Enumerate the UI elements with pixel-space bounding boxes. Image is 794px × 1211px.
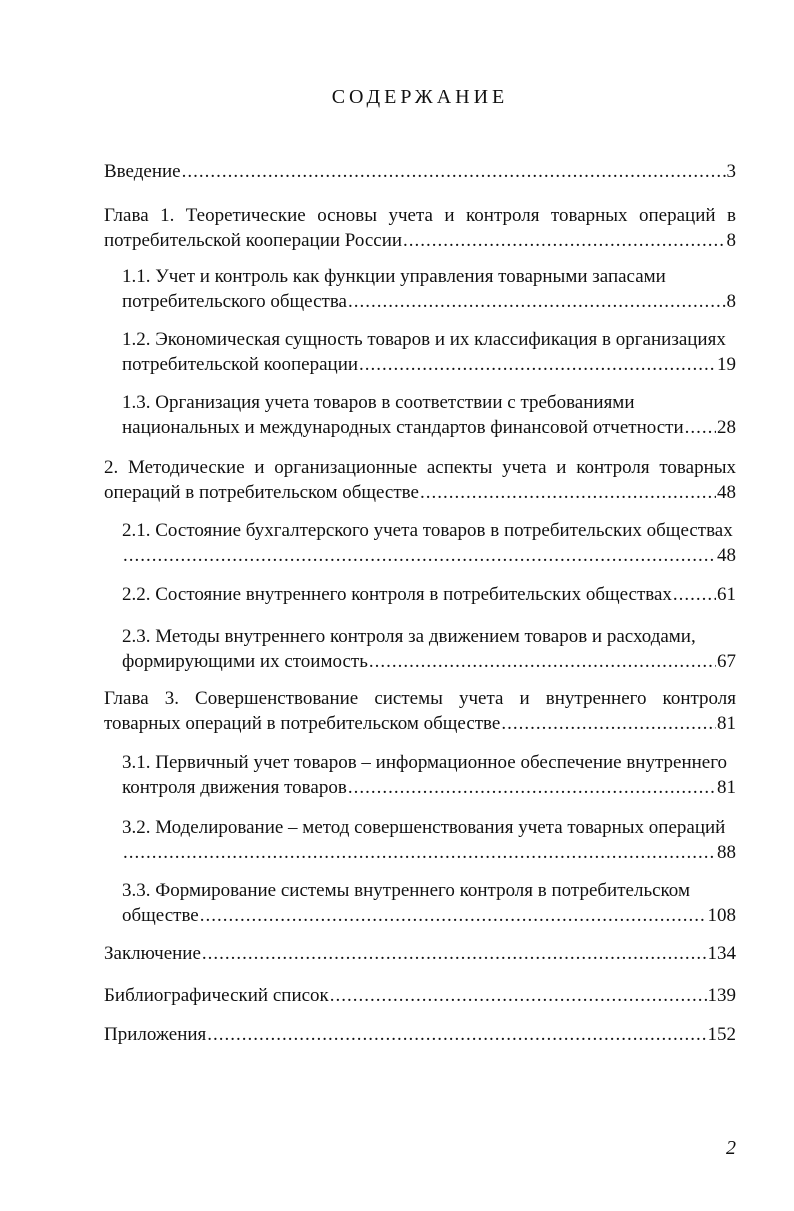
page-number: 2 [726,1137,736,1159]
toc-page-number: 61 [717,584,736,605]
toc-entry-title-line1: Глава 1. Теоретические основы учета и контроля товарных операций в [104,205,736,226]
toc-entry-conclusion[interactable] [104,941,736,966]
toc-entry-introduction[interactable] [104,159,736,184]
toc-page-number: 81 [717,777,736,798]
toc-leader-dots [369,649,716,674]
toc-entry-title-line1: 3.3. Формирование системы внутреннего контроля в потребительском [122,880,690,901]
toc-leader-dots [348,289,726,314]
toc-entry-title: 2.2. Состояние внутреннего контроля в потребительских обществах [122,584,672,605]
toc-entry-title-line1: 2.1. Состояние бухгалтерского учета товаров в потребительских обществах [122,520,733,541]
toc-entry-title: потребительской кооперации [122,354,359,375]
toc-entry-bibliography[interactable] [104,983,736,1008]
toc-entry-title: формирующими их стоимость [122,651,368,672]
toc-page-number: 108 [707,905,736,926]
toc-page-number: 19 [717,354,736,375]
toc-page-number: 48 [717,545,736,566]
toc-leader-dots [673,582,716,607]
toc-entry-section-2-1[interactable] [122,518,736,568]
toc-page-number: 3 [726,161,736,182]
toc-entry-section-3-1[interactable] [122,750,736,800]
toc-page-number: 48 [717,482,736,503]
toc-entry-title: Введение [104,161,181,182]
toc-entry-title: Библиографический список [104,985,329,1006]
toc-entry-title-line1: Глава 3. Совершенствование системы учета и внутреннего контроля [104,688,736,709]
toc-entry-chapter-1[interactable] [104,203,736,253]
toc-page-number: 88 [717,842,736,863]
toc-page-number: 67 [717,651,736,672]
toc-entry-title: контроля движения товаров [122,777,347,798]
toc-entry-title-line1: 2. Методические и организационные аспекты учета и контроля товарных [104,457,736,478]
toc-entry-title-line1: 3.2. Моделирование – метод совершенствования учета товарных операций [122,817,726,838]
toc-entry-title: операций в потребительском обществе [104,482,419,503]
toc-entry-title: потребительской кооперации России [104,230,403,251]
toc-page-number: 81 [717,713,736,734]
toc-leader-dots [348,775,716,800]
toc-page-number: 8 [726,230,736,251]
toc-page-number: 28 [717,417,736,438]
toc-entry-section-1-1[interactable] [122,264,736,314]
toc-leader-dots [202,941,707,966]
toc-entry-title: товарных операций в потребительском обществе [104,713,501,734]
toc-leader-dots [123,543,716,568]
toc-entry-section-1-2[interactable] [122,327,736,377]
toc-entry-section-2-2[interactable] [122,582,736,607]
toc-entry-section-3-3[interactable] [122,878,736,928]
page-title: СОДЕРЖАНИЕ [331,86,509,108]
toc-leader-dots [200,903,707,928]
toc-entry-title: Заключение [104,943,201,964]
toc-entry-appendices[interactable] [104,1022,736,1047]
toc-entry-chapter-2[interactable] [104,455,736,505]
toc-leader-dots [207,1022,706,1047]
toc-page-number: 152 [707,1024,736,1045]
toc-entry-section-2-3[interactable] [122,624,736,674]
toc-entry-title: обществе [122,905,199,926]
toc-entry-chapter-3[interactable] [104,686,736,736]
toc-entry-title: Приложения [104,1024,207,1045]
toc-entry-title-line1: 3.1. Первичный учет товаров – информационное обеспечение внутреннего [122,752,728,773]
toc-entry-title: национальных и международных стандартов финансовой отчетности [122,417,684,438]
toc-page-number: 139 [707,985,736,1006]
toc-entry-title: потребительского общества [122,291,347,312]
toc-leader-dots [501,711,716,736]
toc-leader-dots [403,228,725,253]
toc-leader-dots [182,159,726,184]
toc-leader-dots [685,415,716,440]
toc-leader-dots [123,840,716,865]
toc-page-number: 134 [707,943,736,964]
toc-page-number: 8 [726,291,736,312]
toc-entry-title-line1: 1.2. Экономическая сущность товаров и их классификация в организациях [122,329,726,350]
toc-entry-title-line1: 1.1. Учет и контроль как функции управления товарными запасами [122,266,666,287]
toc-leader-dots [420,480,716,505]
toc-entry-title-line1: 2.3. Методы внутреннего контроля за движением товаров и расходами, [122,626,696,647]
toc-entry-section-1-3[interactable] [122,390,736,440]
toc-leader-dots [330,983,707,1008]
toc-entry-section-3-2[interactable] [122,815,736,865]
toc-entry-title-line1: 1.3. Организация учета товаров в соответствии с требованиями [122,392,635,413]
toc-leader-dots [359,352,716,377]
